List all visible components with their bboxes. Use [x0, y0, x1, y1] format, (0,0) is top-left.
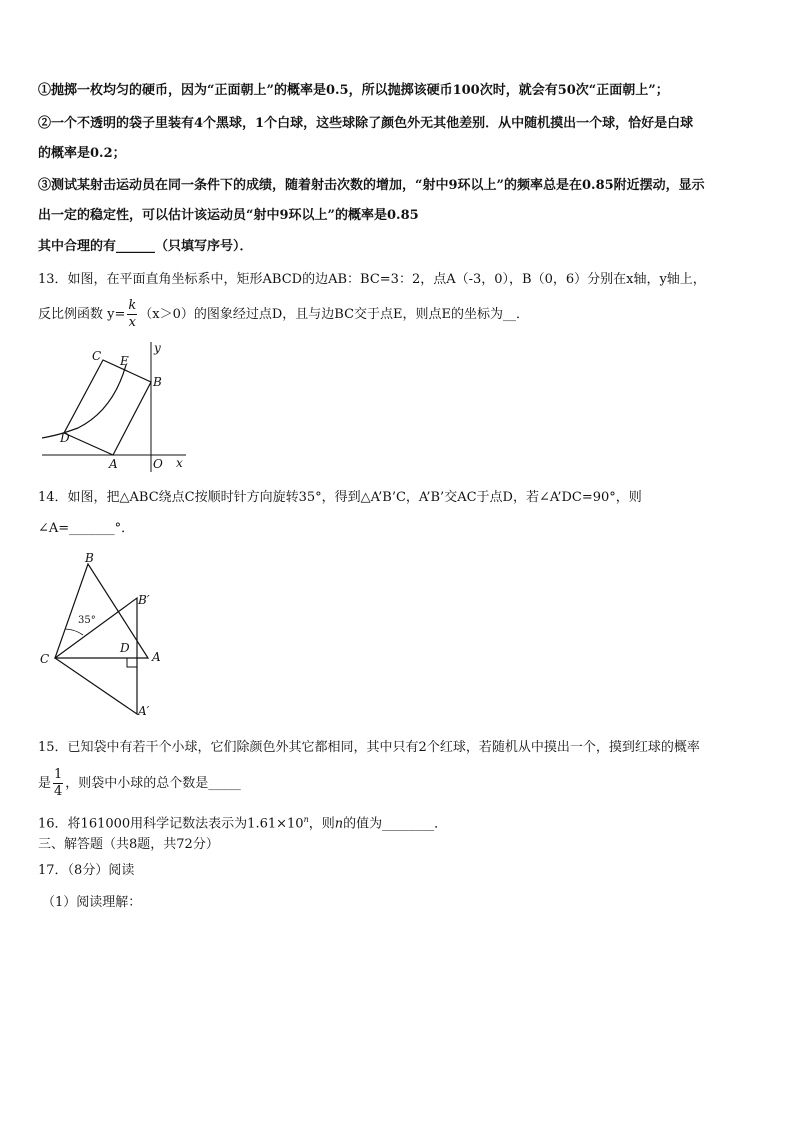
- q15-text-line-2: [38, 767, 241, 800]
- q14-label-B: B: [85, 551, 94, 565]
- q13-formula-prefix: 反比例函数 y=: [38, 307, 126, 322]
- q14-label-C: C: [40, 652, 50, 666]
- q15-suffix: ，则袋中小球的总个数是_____: [65, 776, 241, 791]
- q15-prefix: 是: [38, 776, 52, 791]
- q13-coordinate-figure: [38, 340, 198, 475]
- q16-text: [38, 811, 447, 833]
- q12-item-3-line-2: 出一定的稳定性，可以估计该运动员“射中9环以上”的概率是0.85: [38, 208, 419, 223]
- q13-label-A: A: [109, 457, 118, 471]
- section-3-heading: 三、解答题（共8题，共72分）: [38, 837, 219, 852]
- q13-fraction: [127, 298, 137, 331]
- q14-right-angle-mark: [127, 658, 137, 667]
- q14-label-A: A: [152, 650, 161, 664]
- q13-label-y: y: [154, 341, 161, 355]
- q17-subheading: （1）阅读理解：: [42, 895, 142, 910]
- q12-item-2-line-1: ②一个不透明的袋子里装有4个黑球，1个白球，这些球除了颜色外无其他差别．从中随机摸出一个球，恰好是白球: [38, 116, 694, 131]
- q14-label-D: D: [120, 641, 130, 655]
- q16-suffix: 的值为________．: [343, 816, 448, 832]
- q14-rotation-figure: [38, 548, 168, 720]
- q13-label-O: O: [153, 457, 163, 471]
- q13-hyperbola-curve: [42, 365, 126, 438]
- q13-label-E: E: [120, 354, 129, 368]
- q13-fraction-denominator: x: [128, 315, 136, 330]
- q12-prompt: 其中合理的有______（只填写序号）．: [38, 239, 253, 254]
- q12-item-1: ①抛掷一枚均匀的硬币，因为“正面朝上”的概率是0.5，所以抛掷该硬币100次时，就会有50次“正面朝上”；: [38, 83, 669, 98]
- q15-text-line-1: 15．已知袋中有若干个小球，它们除颜色外其它都相同，其中只有2个红球，若随机从中摸出一个，摸到红球的概率: [38, 740, 700, 755]
- q16-prefix: 16．将161000用科学记数法表示为1.61×10: [38, 816, 304, 832]
- q17-heading: 17．（8分）阅读: [38, 863, 135, 878]
- q13-fraction-numerator: k: [128, 298, 137, 313]
- q13-label-D: D: [60, 431, 70, 445]
- q15-fraction-numerator: 1: [54, 767, 63, 782]
- q15-fraction: [53, 767, 63, 800]
- q14-angle-arc: [65, 629, 83, 635]
- q14-text-line-2: ∠A=_______°．: [38, 521, 135, 536]
- q12-item-3-line-1: ③测试某射击运动员在同一条件下的成绩，随着射击次数的增加，“射中9环以上”的频率总是在0.85附近摆动，显示: [38, 178, 705, 193]
- q16-variable: n: [334, 816, 344, 832]
- q14-label-Aprime: A′: [138, 704, 150, 718]
- q13-text-line-2: [38, 298, 529, 331]
- q14-text-line-1: 14．如图，把△ABC绕点C按顺时针方向旋转35°，得到△A’B’C，A’B’交AC于点D，若∠A’DC=90°，则: [38, 490, 642, 505]
- q13-formula-suffix: （x＞0）的图象经过点D，且与边BC交于点E，则点E的坐标为__．: [139, 307, 530, 322]
- q13-label-C: C: [92, 349, 102, 363]
- q13-rectangle-abcd: [64, 360, 151, 455]
- q16-exponent: n: [303, 815, 309, 824]
- q14-triangle-abc: [55, 564, 148, 658]
- q12-item-2-line-2: 的概率是0.2；: [38, 146, 126, 161]
- q14-label-Bprime: B′: [138, 593, 150, 607]
- q13-label-B: B: [153, 375, 162, 389]
- q13-text-line-1: 13．如图，在平面直角坐标系中，矩形ABCD的边AB：BC=3：2，点A（-3，0），B（0，6）分别在x轴，y轴上，: [38, 272, 706, 287]
- q16-middle: ，则: [308, 816, 335, 832]
- q13-label-x: x: [176, 456, 183, 470]
- q15-fraction-denominator: 4: [54, 784, 63, 799]
- q14-angle-label: 35°: [78, 615, 96, 626]
- q14-triangle-apbpc: [55, 598, 137, 714]
